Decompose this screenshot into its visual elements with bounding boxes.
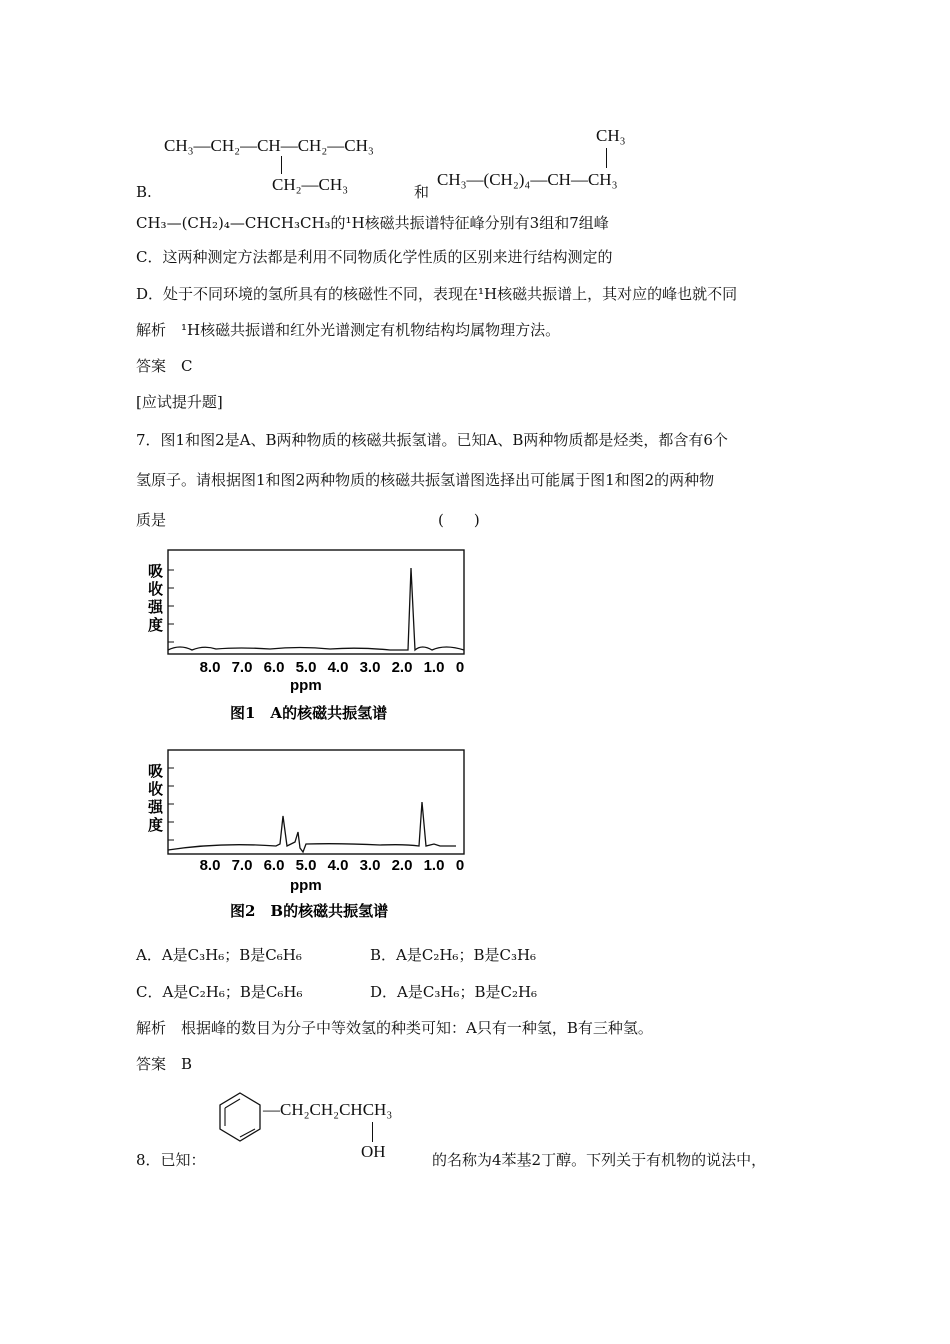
bond-line bbox=[606, 148, 607, 168]
benzene-ring-icon bbox=[215, 1088, 275, 1158]
choice-b: B．A是C₂H₆；B是C₃H₆ bbox=[370, 946, 537, 964]
svg-text:8.0: 8.0 bbox=[199, 857, 221, 874]
svg-text:7.0: 7.0 bbox=[231, 857, 253, 874]
ylabel-char: 强 bbox=[148, 599, 164, 616]
structure-1-branch: CH₂—CH₃ bbox=[272, 175, 349, 194]
bond-line bbox=[281, 156, 282, 174]
plot-frame bbox=[168, 550, 464, 654]
answer-6: 答案 C bbox=[136, 357, 193, 375]
structure-2-main: CH₃—(CH₂)₄—CH—CH₃ bbox=[437, 170, 618, 189]
option-b-label: B. bbox=[136, 183, 152, 201]
answer-7: 答案 B bbox=[136, 1055, 193, 1073]
q8-label: 8．已知： bbox=[136, 1151, 206, 1169]
svg-text:6.0: 6.0 bbox=[263, 659, 285, 676]
structure-1-main: CH₃—CH₂—CH—CH₂—CH₃ bbox=[164, 136, 374, 155]
ylabel-char: 度 bbox=[148, 617, 164, 634]
choice-c: C．A是C₂H₆；B是C₆H₆ bbox=[136, 983, 303, 1001]
x-axis-label: ppm bbox=[290, 877, 322, 894]
svg-text:1.0: 1.0 bbox=[423, 659, 445, 676]
analysis-7: 解析 根据峰的数目为分子中等效氢的种类可知：A只有一种氢，B有三种氢。 bbox=[136, 1019, 653, 1037]
svg-text:7.0: 7.0 bbox=[231, 659, 253, 676]
bond-line bbox=[372, 1122, 373, 1142]
ylabel-char: 收 bbox=[148, 781, 164, 798]
figure-1-caption: 图1 A的核磁共振氢谱 bbox=[230, 704, 388, 722]
ylabel-char: 吸 bbox=[148, 763, 164, 780]
svg-text:5.0: 5.0 bbox=[295, 857, 317, 874]
q8-oh: OH bbox=[361, 1142, 386, 1161]
q7-line-3: 质是 bbox=[136, 511, 167, 529]
ylabel-char: 吸 bbox=[148, 563, 164, 580]
structure-2-top: CH₃ bbox=[596, 126, 626, 145]
y-ticks bbox=[168, 768, 174, 840]
svg-text:2.0: 2.0 bbox=[391, 659, 413, 676]
option-d: D．处于不同环境的氢所具有的核磁性不同，表现在¹H核磁共振谱上，其对应的峰也就不同 bbox=[136, 285, 738, 303]
spectrum-line bbox=[168, 802, 456, 852]
svg-text:2.0: 2.0 bbox=[391, 857, 413, 874]
ylabel-char: 强 bbox=[148, 799, 164, 816]
figure-2-spectrum bbox=[140, 742, 490, 924]
q7-line-2: 氢原子。请根据图1和图2两种物质的核磁共振氢谱图选择出可能属于图1和图2的两种物 bbox=[136, 471, 715, 489]
section-heading: [应试提升题] bbox=[136, 393, 223, 411]
svg-text:3.0: 3.0 bbox=[359, 659, 381, 676]
analysis-6: 解析 ¹H核磁共振谱和红外光谱测定有机物结构均属物理方法。 bbox=[136, 321, 561, 339]
option-b-description: CH₃—(CH₂)₄—CHCH₃CH₃的¹H核磁共振谱特征峰分别有3组和7组峰 bbox=[136, 214, 609, 232]
svg-text:6.0: 6.0 bbox=[263, 857, 285, 874]
and-word: 和 bbox=[414, 183, 430, 201]
ylabel-char: 收 bbox=[148, 581, 164, 598]
q8-text: 的名称为4苯基2丁醇。下列关于有机物的说法中， bbox=[432, 1151, 767, 1169]
ylabel-char: 度 bbox=[148, 817, 164, 834]
svg-text:4.0: 4.0 bbox=[327, 857, 349, 874]
q7-line-1: 7．图1和图2是A、B两种物质的核磁共振氢谱。已知A、B两种物质都是烃类，都含有6个 bbox=[136, 431, 728, 449]
y-ticks bbox=[168, 570, 174, 642]
answer-bracket: ( ) bbox=[438, 511, 480, 529]
svg-text:3.0: 3.0 bbox=[359, 857, 381, 874]
x-tick-labels bbox=[200, 659, 465, 676]
svg-text:5.0: 5.0 bbox=[295, 659, 317, 676]
svg-text:0: 0 bbox=[455, 857, 465, 874]
svg-text:8.0: 8.0 bbox=[199, 659, 221, 676]
figure-2-caption: 图2 B的核磁共振氢谱 bbox=[230, 902, 389, 920]
q8-chain: —CH₂CH₂CHCH₃ bbox=[263, 1100, 393, 1119]
svg-text:4.0: 4.0 bbox=[327, 659, 349, 676]
choice-d: D．A是C₃H₆；B是C₂H₆ bbox=[370, 983, 538, 1001]
x-tick-labels bbox=[200, 857, 465, 874]
option-c: C．这两种测定方法都是利用不同物质化学性质的区别来进行结构测定的 bbox=[136, 248, 613, 266]
x-axis-label: ppm bbox=[290, 677, 322, 694]
figure-1-spectrum bbox=[140, 540, 490, 722]
choice-a: A．A是C₃H₆；B是C₆H₆ bbox=[136, 946, 302, 964]
spectrum-line bbox=[168, 568, 464, 650]
svg-text:0: 0 bbox=[455, 659, 465, 676]
svg-text:1.0: 1.0 bbox=[423, 857, 445, 874]
